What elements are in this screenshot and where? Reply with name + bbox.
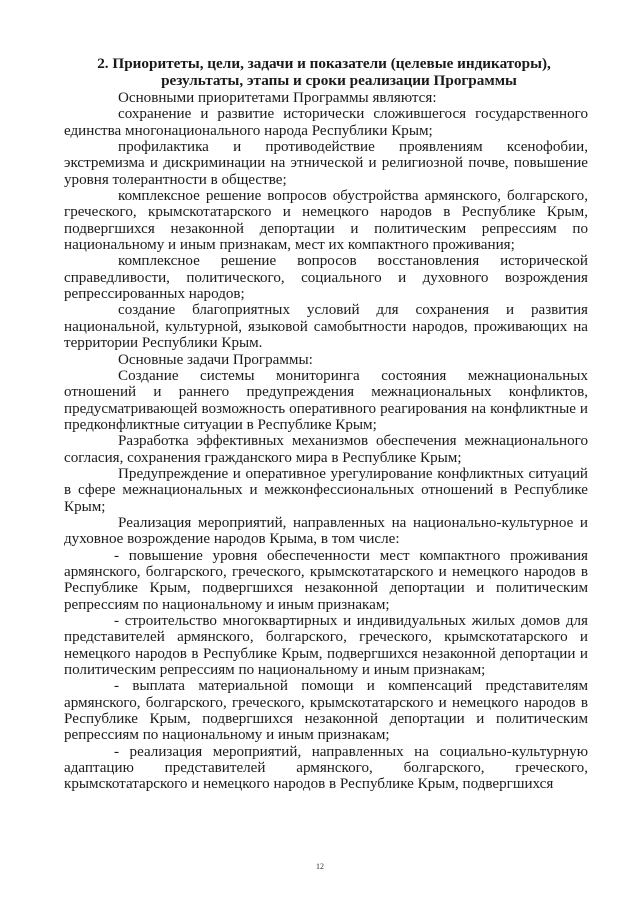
list-item: - реализация мероприятий, направленных на социально-культурную адаптацию представителей армянского, болгарского, греческого, крымскотатарского и немецкого народов в Республике Крым, подвергшихся bbox=[64, 743, 588, 793]
paragraph-task: Реализация мероприятий, направленных на национально-культурное и духовное возрождение народов Крыма, в том числе: bbox=[64, 514, 588, 548]
paragraph-priority: комплексное решение вопросов обустройства армянского, болгарского, греческого, крымскотатарского и немецкого народов в Республике Крым, подвергшихся незаконной депортации и политическим репрессиям по национальному и иным признакам, мест их компактного проживания; bbox=[64, 188, 588, 254]
paragraph-task: Создание системы мониторинга состояния межнациональных отношений и раннего предупреждения межнациональных конфликтов, предусматривающей возможность оперативного реагирования на конфликтные и предконфликтные ситуации в Республике Крым; bbox=[64, 367, 588, 433]
section-heading-line-2: результаты, этапы и сроки реализации Программы bbox=[161, 72, 517, 90]
page-number: 12 bbox=[316, 862, 324, 871]
paragraph-tasks-intro: Основные задачи Программы: bbox=[118, 351, 313, 368]
paragraph-priority: сохранение и развитие исторически сложившегося государственного единства многонационального народа Республики Крым; bbox=[64, 106, 588, 139]
list-item: - повышение уровня обеспеченности мест компактного проживания армянского, болгарского, греческого, крымскотатарского и немецкого народов в Республике Крым, подвергшихся незаконной депортации и политическим репрессиям по национальному и иным признакам; bbox=[64, 547, 588, 613]
paragraph-task: Предупреждение и оперативное урегулирование конфликтных ситуаций в сфере межнациональных и межконфессиональных отношений в Республике Крым; bbox=[64, 465, 588, 515]
paragraph-priority: создание благоприятных условий для сохранения и развития национальной, культурной, языковой самобытности народов, проживающих на территории Республики Крым. bbox=[64, 302, 588, 352]
document-body bbox=[64, 90, 588, 793]
section-heading-line-1: 2. Приоритеты, цели, задачи и показатели (целевые индикаторы), bbox=[97, 55, 551, 72]
section-heading bbox=[60, 55, 588, 90]
paragraph-priorities-intro: Основными приоритетами Программы являются: bbox=[118, 90, 437, 106]
list-item: - строительство многоквартирных и индивидуальных жилых домов для представителей армянского, болгарского, греческого, крымскотатарского и немецкого народов в Республике Крым, подвергшихся незаконной депортации и политическим репрессиям по национальному и иным признакам; bbox=[64, 613, 588, 679]
paragraph-priority: комплексное решение вопросов восстановления исторической справедливости, политического, социального и духовного возрождения репрессированных народов; bbox=[64, 253, 588, 303]
list-item: - выплата материальной помощи и компенсаций представителям армянского, болгарского, греческого, крымскотатарского и немецкого народов в Республике Крым, подвергшихся незаконной депортации и политическим репрессиям по национальному и иным признакам; bbox=[64, 678, 588, 744]
paragraph-priority: профилактика и противодействие проявлениям ксенофобии, экстремизма и дискриминации на этнической и религиозной почве, повышение уровня толерантности в обществе; bbox=[64, 139, 588, 188]
paragraph-task: Разработка эффективных механизмов обеспечения межнационального согласия, сохранения гражданского мира в Республике Крым; bbox=[64, 433, 588, 466]
